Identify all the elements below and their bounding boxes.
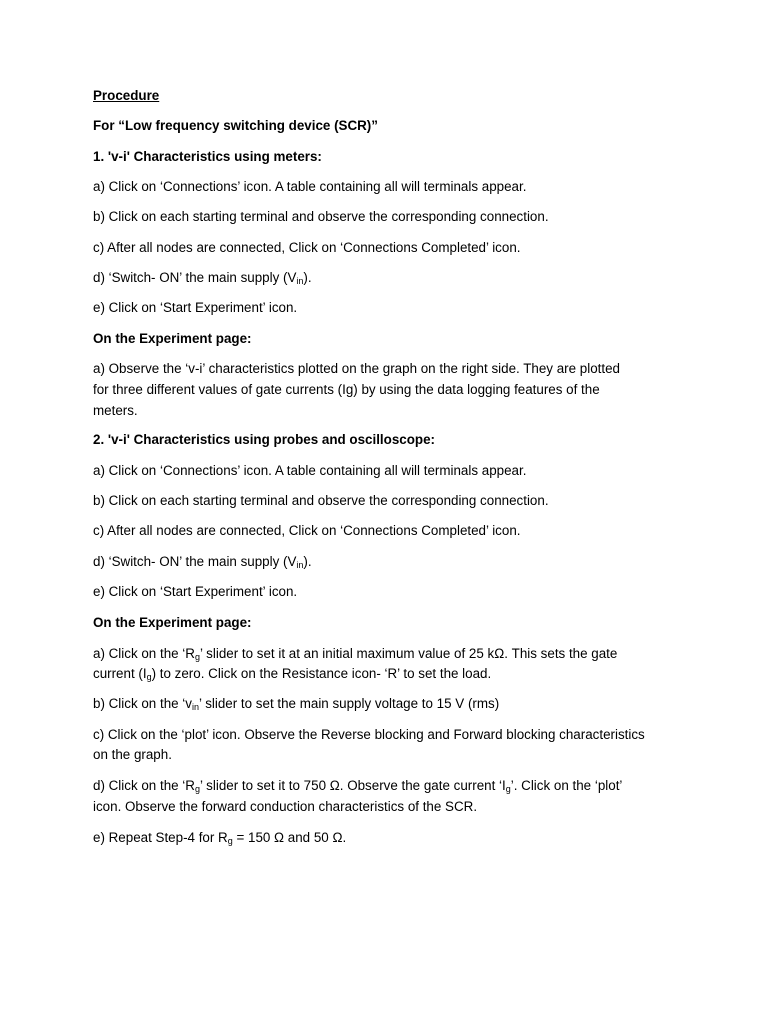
section-2-title: 2. 'v-i' Characteristics using probes and oscilloscope: (93, 432, 435, 447)
s2-exp-step-b: b) Click on the ‘$v_{in}$’ slider to set the main supply voltage to 15 V (rms) (93, 696, 500, 712)
s2-step-c: c) After all nodes are connected, Click on ‘Connections Completed’ icon. (93, 523, 521, 538)
procedure-heading: Procedure (93, 88, 160, 103)
s2-step-b: b) Click on each starting terminal and observe the corresponding connection. (93, 493, 549, 508)
s1-exp-step-a-line1: a) Observe the ‘v-i’ characteristics plotted on the graph on the right side. They are plotted (93, 361, 620, 376)
s1-experiment-title: On the Experiment page: (93, 331, 252, 346)
s2-exp-step-a-line2: current $(I_g)$ to zero. Click on the Resistance icon- ‘R’ to set the load. (93, 666, 492, 682)
s1-step-e: e) Click on ‘Start Experiment’ icon. (93, 300, 298, 315)
s1-step-b: b) Click on each starting terminal and observe the corresponding connection. (93, 209, 549, 224)
device-subheading: For “Low frequency switching device (SCR)” (93, 118, 378, 133)
s1-exp-step-a-line3: meters. (93, 403, 138, 418)
s1-exp-step-a-line2: for three different values of gate currents (Ig) by using the data logging features of the (93, 382, 600, 397)
s1-step-a: a) Click on ‘Connections’ icon. A table containing all will terminals appear. (93, 179, 527, 194)
s2-exp-step-a-line1: a) Click on the ‘$R_g$’ slider to set it at an initial maximum value of 25 kΩ. This sets the gate (93, 646, 618, 662)
s2-experiment-title: On the Experiment page: (93, 615, 252, 630)
s2-exp-step-d-line2: icon. Observe the forward conduction characteristics of the SCR. (93, 799, 478, 814)
s1-step-d: d) ‘Switch- ON’ the main supply $(V_{in})$. (93, 270, 312, 286)
s2-exp-step-e: e) Repeat Step-4 for $R_g = 150$ Ω and 50 Ω. (93, 830, 347, 846)
s2-exp-step-c-line1: c) Click on the ‘plot’ icon. Observe the Reverse blocking and Forward blocking characteristics (93, 727, 645, 742)
s1-step-c: c) After all nodes are connected, Click on ‘Connections Completed’ icon. (93, 240, 521, 255)
s2-step-e: e) Click on ‘Start Experiment’ icon. (93, 584, 298, 599)
s2-step-a: a) Click on ‘Connections’ icon. A table containing all will terminals appear. (93, 463, 527, 478)
s2-step-d: d) ‘Switch- ON’ the main supply $(V_{in})$. (93, 554, 312, 570)
section-1-title: 1. 'v-i' Characteristics using meters: (93, 149, 322, 164)
s2-exp-step-c-line2: on the graph. (93, 747, 172, 762)
s2-exp-step-d-line1: d) Click on the ‘$R_g$’ slider to set it to 750 Ω. Observe the gate current ‘$I_g$’. Click on the ‘plot’ (93, 778, 623, 794)
